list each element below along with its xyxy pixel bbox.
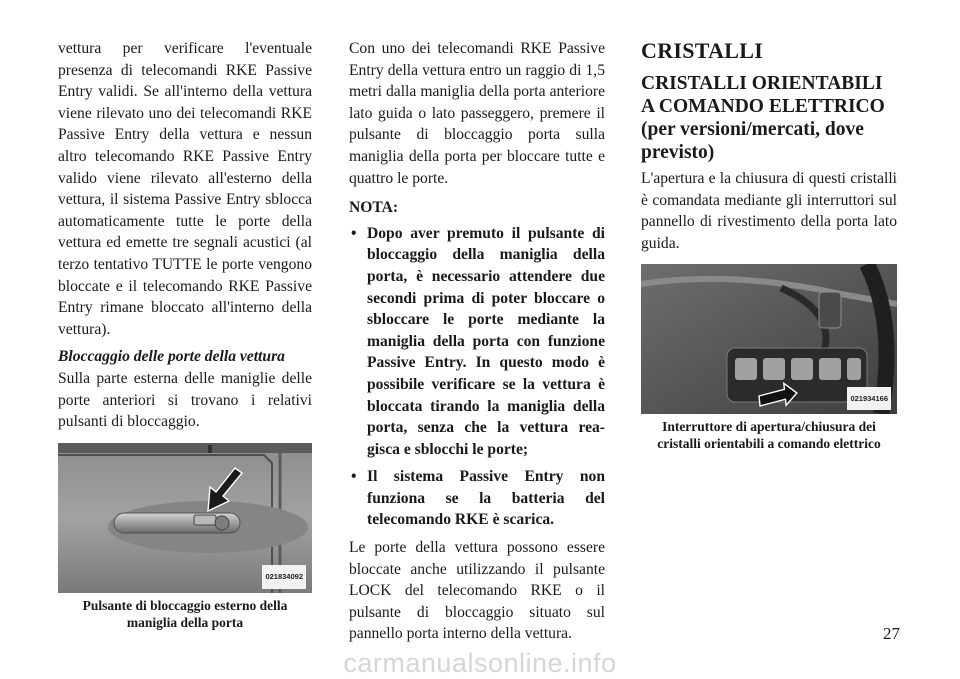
body-paragraph: Con uno dei telecomandi RKE Passive Entry della vettura entro un raggio di 1,5 metri dalla maniglia della porta anteriore lato guida o lato passeggero, premere il pulsante di bloccaggio porta sulla maniglia della porta per bloccare tutte e quattro le porte. <box>349 40 605 187</box>
figure-code: 021834092 <box>262 565 306 589</box>
page-number: 27 <box>883 624 900 643</box>
subheading-door-locking: Bloccaggio delle porte della vettura <box>58 348 285 366</box>
body-paragraph: Le porte della vettura possono essere bloccate anche utilizzando il pulsante LOCK del telecomando RKE o il pulsante di bloccaggio situato sul pannello porta interno della vettura. <box>349 539 605 643</box>
window-switch-photo <box>641 264 897 414</box>
subsection-title: CRISTALLI ORIENTABILI A COMANDO ELETTRICO (per versioni/mercati, dove previsto) <box>641 73 885 163</box>
body-paragraph: L'apertura e la chiusura di questi cristalli è comandata mediante gli interruttori sul pannello di rivestimento della porta lato guida. <box>641 170 897 252</box>
figure-caption: Interruttore di apertura/chiusura dei cristalli orientabili a comando elettrico <box>657 419 881 452</box>
note-label: NOTA: <box>349 199 399 217</box>
column-3 <box>641 38 897 452</box>
body-paragraph: Sulla parte esterna delle maniglie delle porte anteriori si trovano i relativi pulsanti di bloccaggio. <box>58 369 312 431</box>
column-2 <box>349 38 605 645</box>
body-paragraph: vettura per verificare l'eventuale presenza di telecomandi RKE Passive Entry validi. Se all'interno della vettura viene rilevato uno dei telecomandi RKE Passive Entry della vettura e nessun altro telecomando RKE Passive Entry valido viene rilevato all'esterno della vettura, il sistema Passive Entry sblocca automaticamente tutte le porte della vettura ed emette tre segnali acustici (al terzo tentativo TUTTE le porte vengono bloccate e il telecomando RKE Passive Entry rimane bloccato all'interno della vettura). <box>58 40 312 338</box>
figure-code: 021934166 <box>847 387 891 411</box>
column-1 <box>58 38 312 631</box>
note-item: • Dopo aver premuto il pulsante di bloccaggio della maniglia della porta, è necessario attendere due secondi prima di poter bloccare o sbloccare le porte mediante la maniglia della porta con funzione Passive Entry. In questo modo è possibile verificare se la vettura è bloccata tirando la maniglia della porta, senza che la vettura rea-gisca e sblocchi le porte; <box>349 223 605 461</box>
door-handle-photo <box>58 443 312 593</box>
watermark: carmanualsonline.info <box>343 648 617 678</box>
section-title: CRISTALLI <box>641 38 764 63</box>
note-list <box>349 223 605 531</box>
figure-caption: Pulsante di bloccaggio esterno della maniglia della porta <box>82 597 288 630</box>
note-item: • Il sistema Passive Entry non funziona se la batteria del telecomando RKE è scarica. <box>349 466 605 531</box>
